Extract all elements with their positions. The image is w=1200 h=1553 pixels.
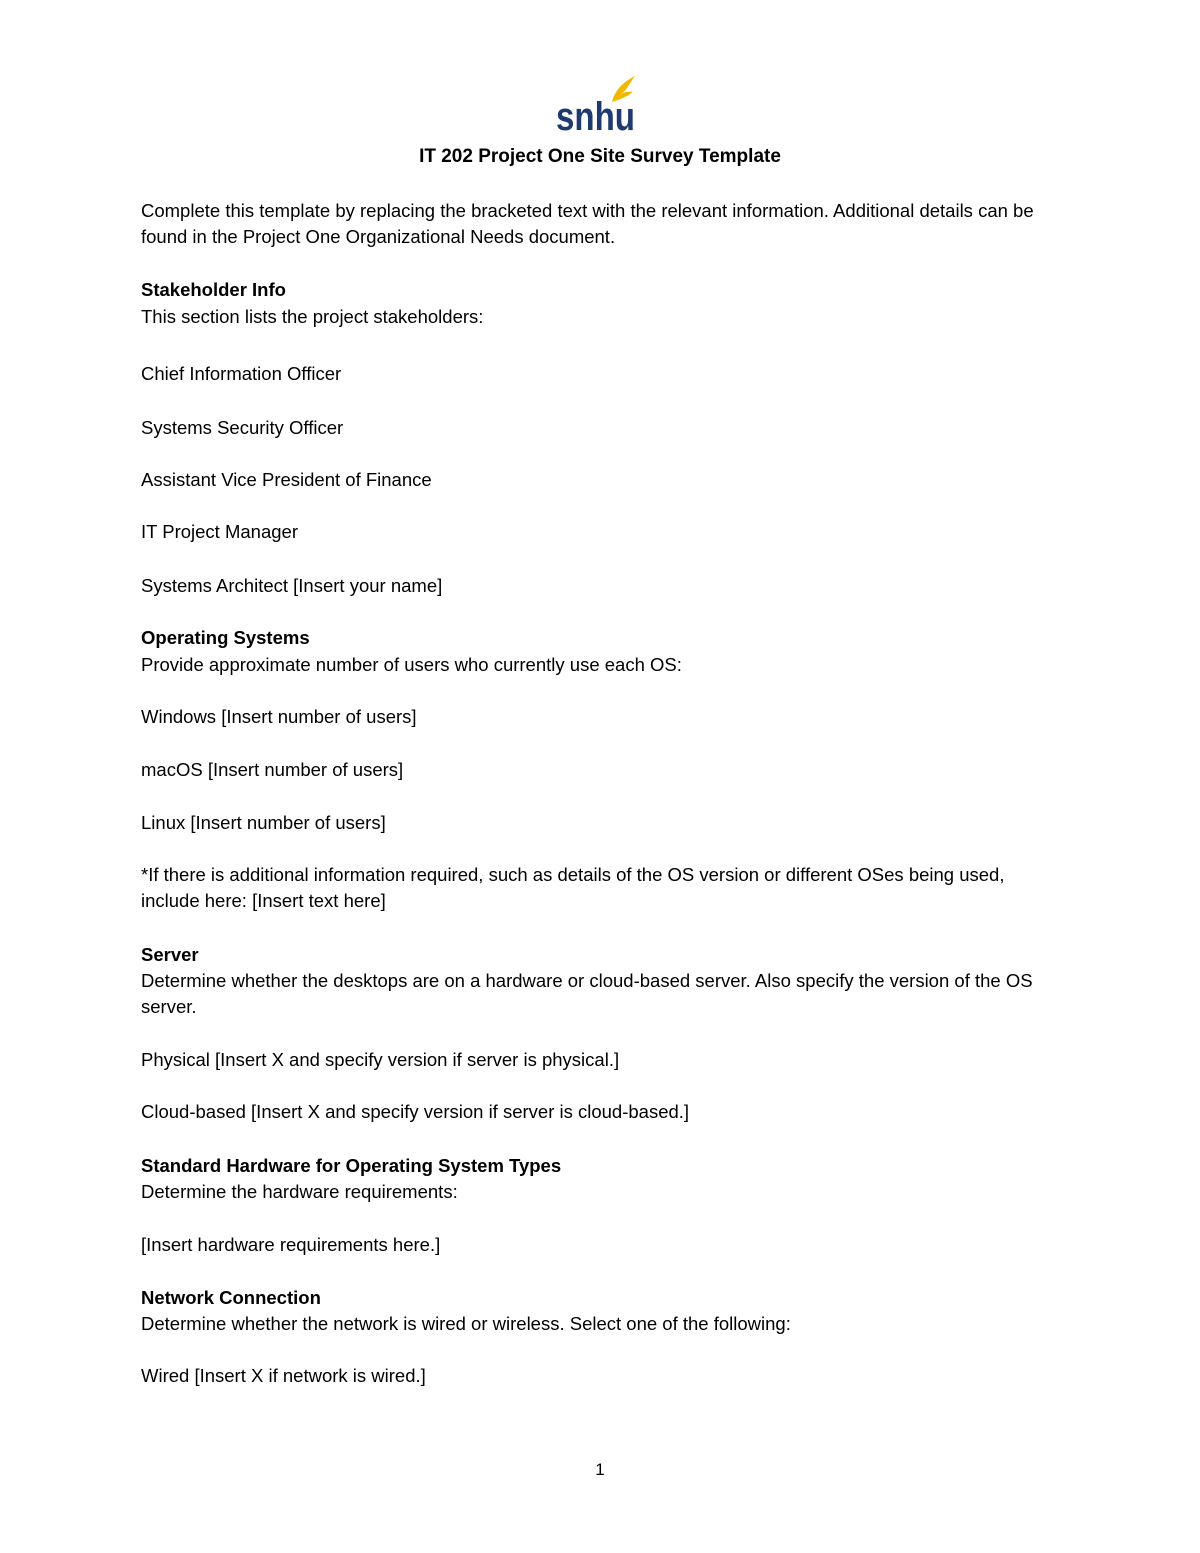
logo-wordmark: snhu [556, 95, 635, 139]
network-item: Wired [Insert X if network is wired.] [141, 1365, 426, 1386]
snhu-logo [555, 74, 639, 139]
stakeholder-item: Assistant Vice President of Finance [141, 469, 432, 490]
network-description: Determine whether the network is wired or wireless. Select one of the following: [141, 1313, 791, 1334]
os-heading: Operating Systems [141, 627, 310, 648]
os-note: *If there is additional information required, such as details of the OS version or different OSes being used, include here: [Insert text here] [141, 864, 1005, 911]
server-item: Cloud-based [Insert X and specify version if server is cloud-based.] [141, 1101, 690, 1122]
hardware-placeholder: [Insert hardware requirements here.] [141, 1234, 441, 1255]
os-item: macOS [Insert number of users] [141, 759, 404, 780]
stakeholder-item: Systems Architect [Insert your name] [141, 575, 443, 596]
stakeholders-heading: Stakeholder Info [141, 279, 286, 300]
stakeholder-item: IT Project Manager [141, 521, 298, 542]
network-heading: Network Connection [141, 1287, 321, 1308]
server-heading: Server [141, 944, 199, 965]
snhu-logo-graphic [555, 74, 639, 139]
hardware-description: Determine the hardware requirements: [141, 1181, 458, 1202]
stakeholder-item: Chief Information Officer [141, 363, 342, 384]
stakeholder-item: Systems Security Officer [141, 417, 344, 438]
server-item: Physical [Insert X and specify version if server is physical.] [141, 1049, 620, 1070]
os-description: Provide approximate number of users who currently use each OS: [141, 654, 682, 675]
page-number: 1 [595, 1460, 605, 1479]
os-item: Windows [Insert number of users] [141, 706, 417, 727]
page-title: IT 202 Project One Site Survey Template [419, 146, 781, 167]
hardware-heading: Standard Hardware for Operating System Types [141, 1155, 562, 1176]
intro-paragraph: Complete this template by replacing the bracketed text with the relevant information. Additional details can be found in the Project One Organizational Needs document. [141, 200, 1034, 247]
stakeholders-description: This section lists the project stakeholders: [141, 306, 484, 327]
server-description: Determine whether the desktops are on a hardware or cloud-based server. Also specify the version of the OS server. [141, 970, 1033, 1017]
os-item: Linux [Insert number of users] [141, 812, 386, 833]
